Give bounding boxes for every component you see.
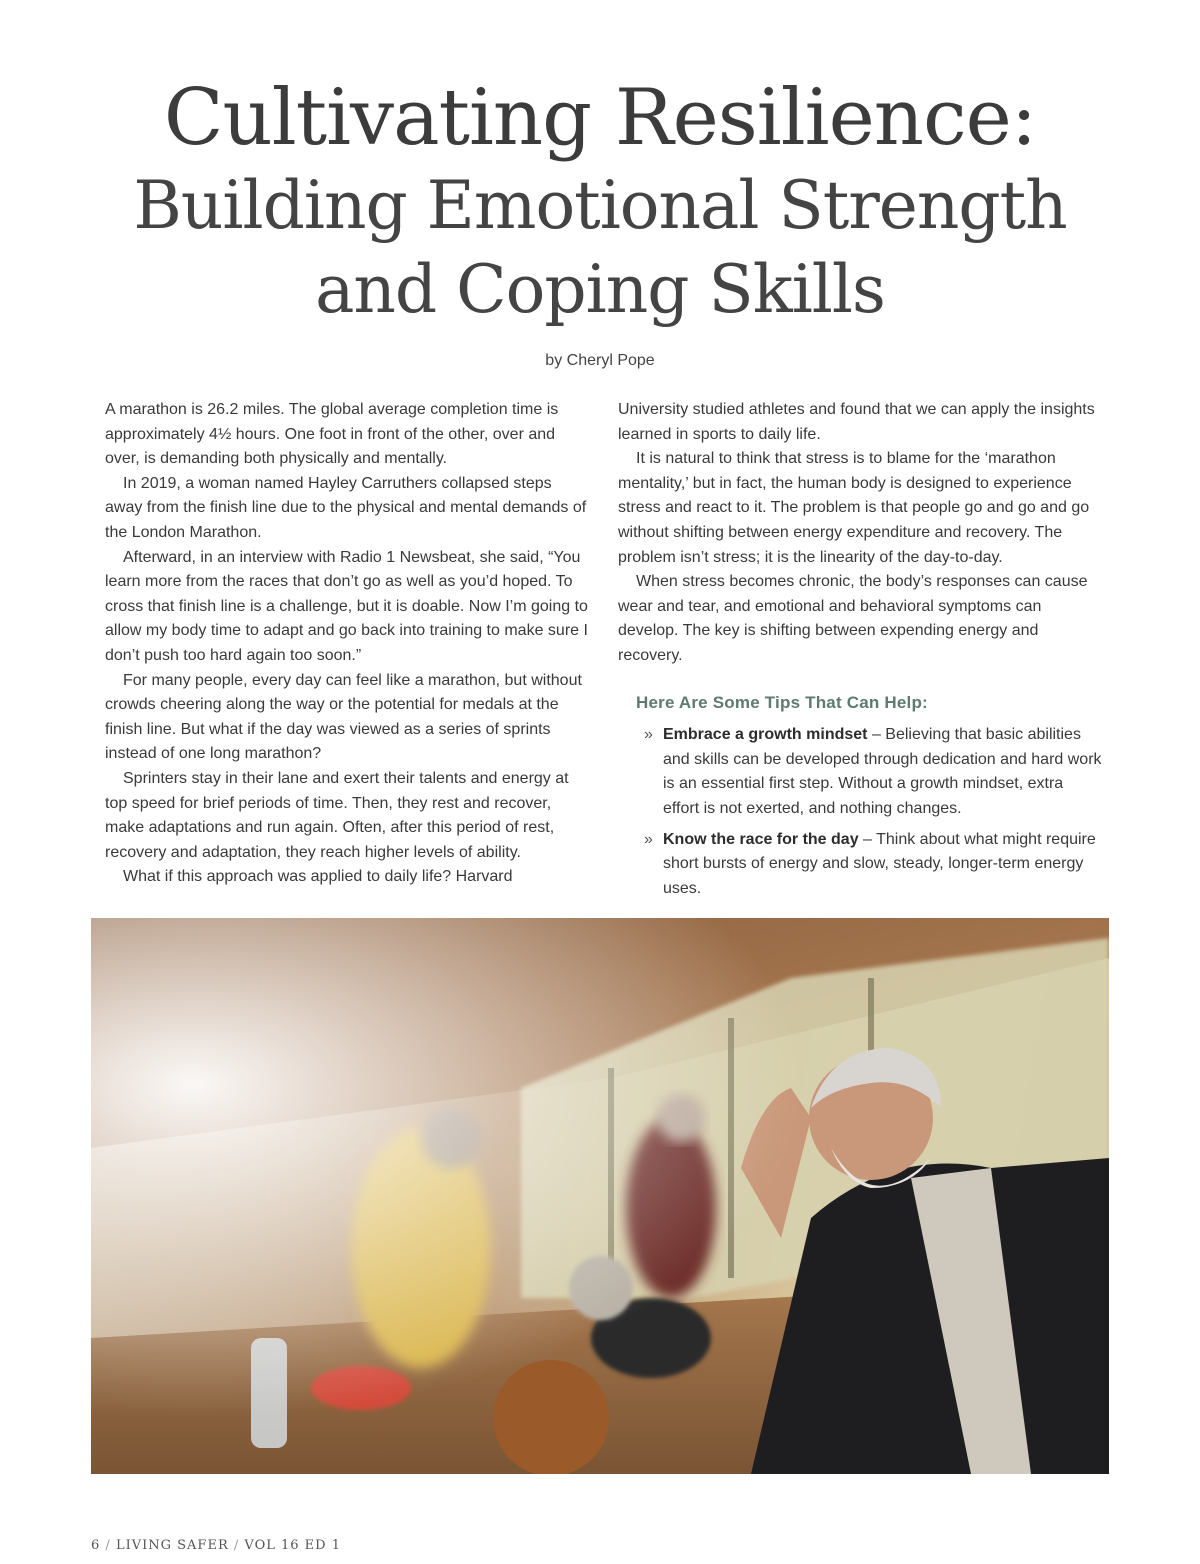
issue-label: VOL 16 ED 1 <box>244 1538 341 1553</box>
left-column <box>105 398 590 890</box>
tips-heading: Here Are Some Tips That Can Help: <box>636 692 928 712</box>
paragraph: University studied athletes and found that we can apply the insights learned in sports to daily life. <box>618 401 1095 443</box>
footer-separator: / <box>105 1538 111 1553</box>
footer-separator: / <box>233 1538 240 1553</box>
bullet-icon: » <box>644 726 653 744</box>
tip-text: – Think about what might require short bursts of energy and slow, steady, longer-term energy uses. <box>663 830 1096 897</box>
paragraph: For many people, every day can feel like a marathon, but without crowds cheering along the way or the potential for medals at the finish line. But what if the day was viewed as a series of sprints instead of one long marathon? <box>105 671 582 763</box>
article-title <box>0 72 1200 332</box>
right-column <box>618 398 1103 907</box>
title-line-2: Building Emotional Strength <box>133 167 1067 244</box>
paragraph: When stress becomes chronic, the body’s responses can cause wear and tear, and emotional and behavioral symptoms can develop. The key is shifting between expending energy and recovery. <box>618 573 1088 664</box>
magazine-name: LIVING SAFER <box>115 1538 229 1553</box>
bullet-icon: » <box>644 830 653 848</box>
tip-text: – Believing that basic abilities and skills can be developed through dedication and hard work is an essential first step. Without a growth mindset, extra effort is not exerted, and nothing changes. <box>663 726 1102 817</box>
tip-item <box>618 723 1103 821</box>
byline: by Cheryl Pope <box>545 352 655 369</box>
tip-item <box>618 828 1103 902</box>
title-line-3: and Coping Skills <box>315 251 885 328</box>
article-photo <box>91 918 1109 1474</box>
page-footer <box>91 1538 341 1553</box>
paragraph: What if this approach was applied to daily life? Harvard <box>123 868 513 886</box>
title-line-1: Cultivating Resilience: <box>163 73 1037 163</box>
paragraph: Sprinters stay in their lane and exert their talents and energy at top speed for brief periods of time. Then, they rest and recover, make adaptations and run again. Often, after this period of rest, recovery and adaptation, they reach higher levels of ability. <box>105 769 569 861</box>
paragraph: It is natural to think that stress is to blame for the ‘marathon mentality,’ but in fact, the human body is designed to experience stress and react to it. The problem is that people go and go and go without shifting between energy expenditure and recovery. The problem isn’t stress; it is the linearity of the day-to-day. <box>618 450 1090 566</box>
paragraph: Afterward, in an interview with Radio 1 Newsbeat, she said, “You learn more from the races that don’t go as well as you’d hoped. To cross that finish line is a challenge, but it is doable. Now I’m going to allow my body time to adapt and go back into training to make sure I don’t push too hard again too soon.” <box>105 548 588 664</box>
tip-title: Embrace a growth mindset <box>663 726 868 744</box>
paragraph: A marathon is 26.2 miles. The global average completion time is approximately 4½ hours. One foot in front of the other, over and over, is demanding both physically and mentally. <box>105 401 559 468</box>
photo-illustration <box>91 918 1109 1474</box>
paragraph: In 2019, a woman named Hayley Carruthers collapsed steps away from the finish line due to the physical and mental demands of the London Marathon. <box>105 474 587 541</box>
tip-title: Know the race for the day <box>663 830 859 848</box>
page-number: 6 <box>91 1538 101 1553</box>
